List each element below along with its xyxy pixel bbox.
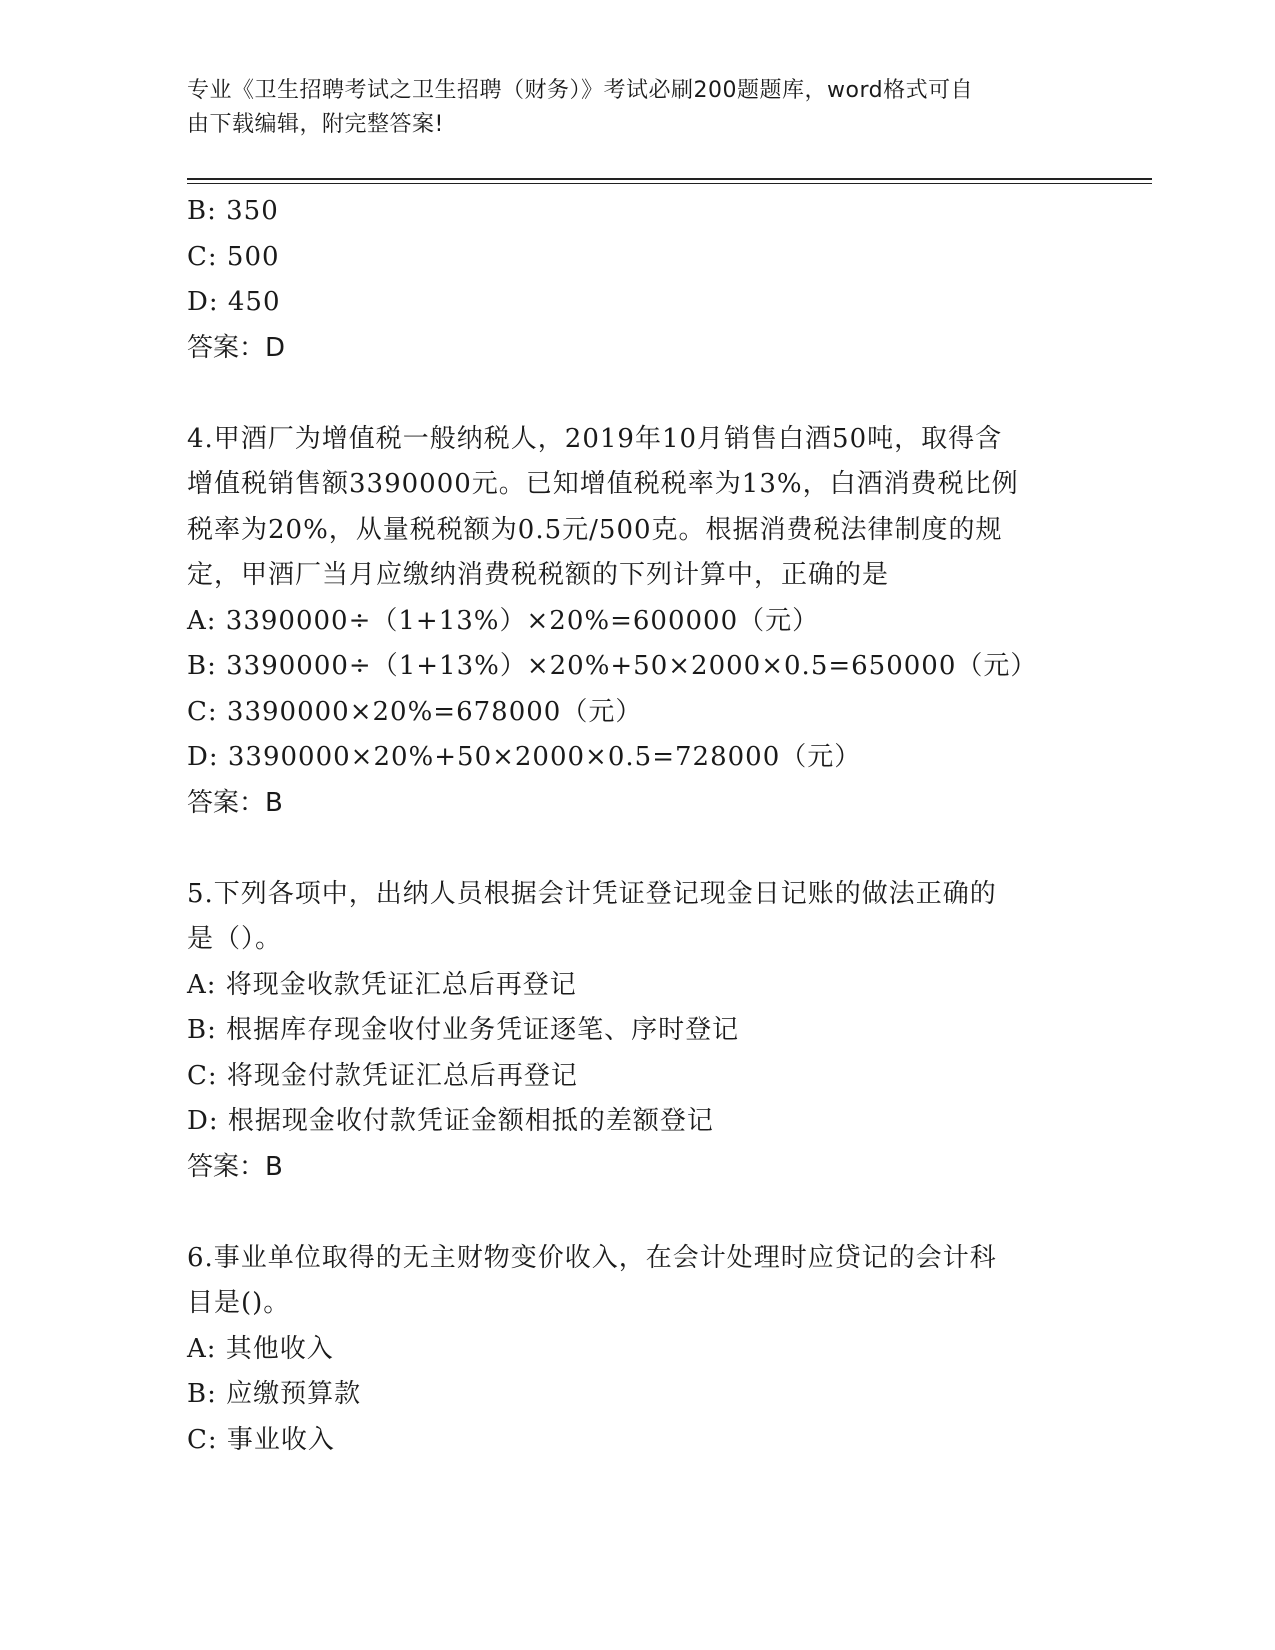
question-3-continued	[187, 189, 1087, 371]
document-header	[187, 74, 1067, 142]
question-5	[187, 872, 1087, 1191]
q6-text-line-1: 6.事业单位取得的无主财物变价收入，在会计处理时应贷记的会计科	[187, 1242, 997, 1273]
question-6	[187, 1236, 1087, 1464]
q3-answer: 答案：D	[187, 332, 286, 363]
q5-option-a: A: 将现金收款凭证汇总后再登记	[187, 969, 577, 1000]
q6-option-c: C: 事业收入	[187, 1424, 335, 1455]
q3-option-c: C: 500	[187, 241, 280, 272]
spacer	[187, 826, 1087, 872]
question-4	[187, 417, 1087, 827]
spacer	[187, 371, 1087, 417]
header-divider-thick	[187, 178, 1152, 180]
q3-option-b: B: 350	[187, 196, 279, 226]
q4-answer: 答案：B	[187, 787, 283, 818]
q5-option-c: C: 将现金付款凭证汇总后再登记	[187, 1060, 578, 1091]
header-title-line-2: 由下载编辑，附完整答案!	[187, 112, 444, 137]
q4-text-line-3: 税率为20%，从量税税额为0.5元/500克。根据消费税法律制度的规	[187, 514, 1003, 545]
q4-option-a: A: 3390000÷（1+13%）×20%=600000（元）	[187, 605, 820, 636]
q6-option-a: A: 其他收入	[187, 1333, 334, 1364]
q4-text-line-4: 定，甲酒厂当月应缴纳消费税税额的下列计算中，正确的是	[187, 560, 890, 590]
header-title-line-1: 专业《卫生招聘考试之卫生招聘（财务）》考试必刷200题题库，word格式可自	[187, 78, 974, 103]
q4-text-line-1: 4.甲酒厂为增值税一般纳税人，2019年10月销售白酒50吨，取得含	[187, 423, 1003, 454]
q4-option-b: B: 3390000÷（1+13%）×20%+50×2000×0.5=650000（元）	[187, 651, 1038, 681]
q4-option-c: C: 3390000×20%=678000（元）	[187, 696, 643, 727]
q6-text-line-2: 目是()。	[187, 1288, 291, 1318]
q5-answer: 答案：B	[187, 1151, 283, 1182]
q3-option-d: D: 450	[187, 287, 281, 317]
q5-option-d: D: 根据现金收付款凭证金额相抵的差额登记	[187, 1106, 714, 1136]
q5-text-line-2: 是（）。	[187, 924, 283, 954]
q4-option-d: D: 3390000×20%+50×2000×0.5=728000（元）	[187, 742, 862, 772]
spacer	[187, 1190, 1087, 1236]
q5-text-line-1: 5.下列各项中，出纳人员根据会计凭证登记现金日记账的做法正确的	[187, 878, 997, 909]
q6-option-b: B: 应缴预算款	[187, 1379, 362, 1409]
header-divider-thin	[187, 183, 1152, 184]
q4-text-line-2: 增值税销售额3390000元。已知增值税税率为13%，白酒消费税比例	[187, 469, 1019, 499]
document-body	[187, 189, 1087, 1463]
q5-option-b: B: 根据库存现金收付业务凭证逐笔、序时登记	[187, 1015, 740, 1045]
